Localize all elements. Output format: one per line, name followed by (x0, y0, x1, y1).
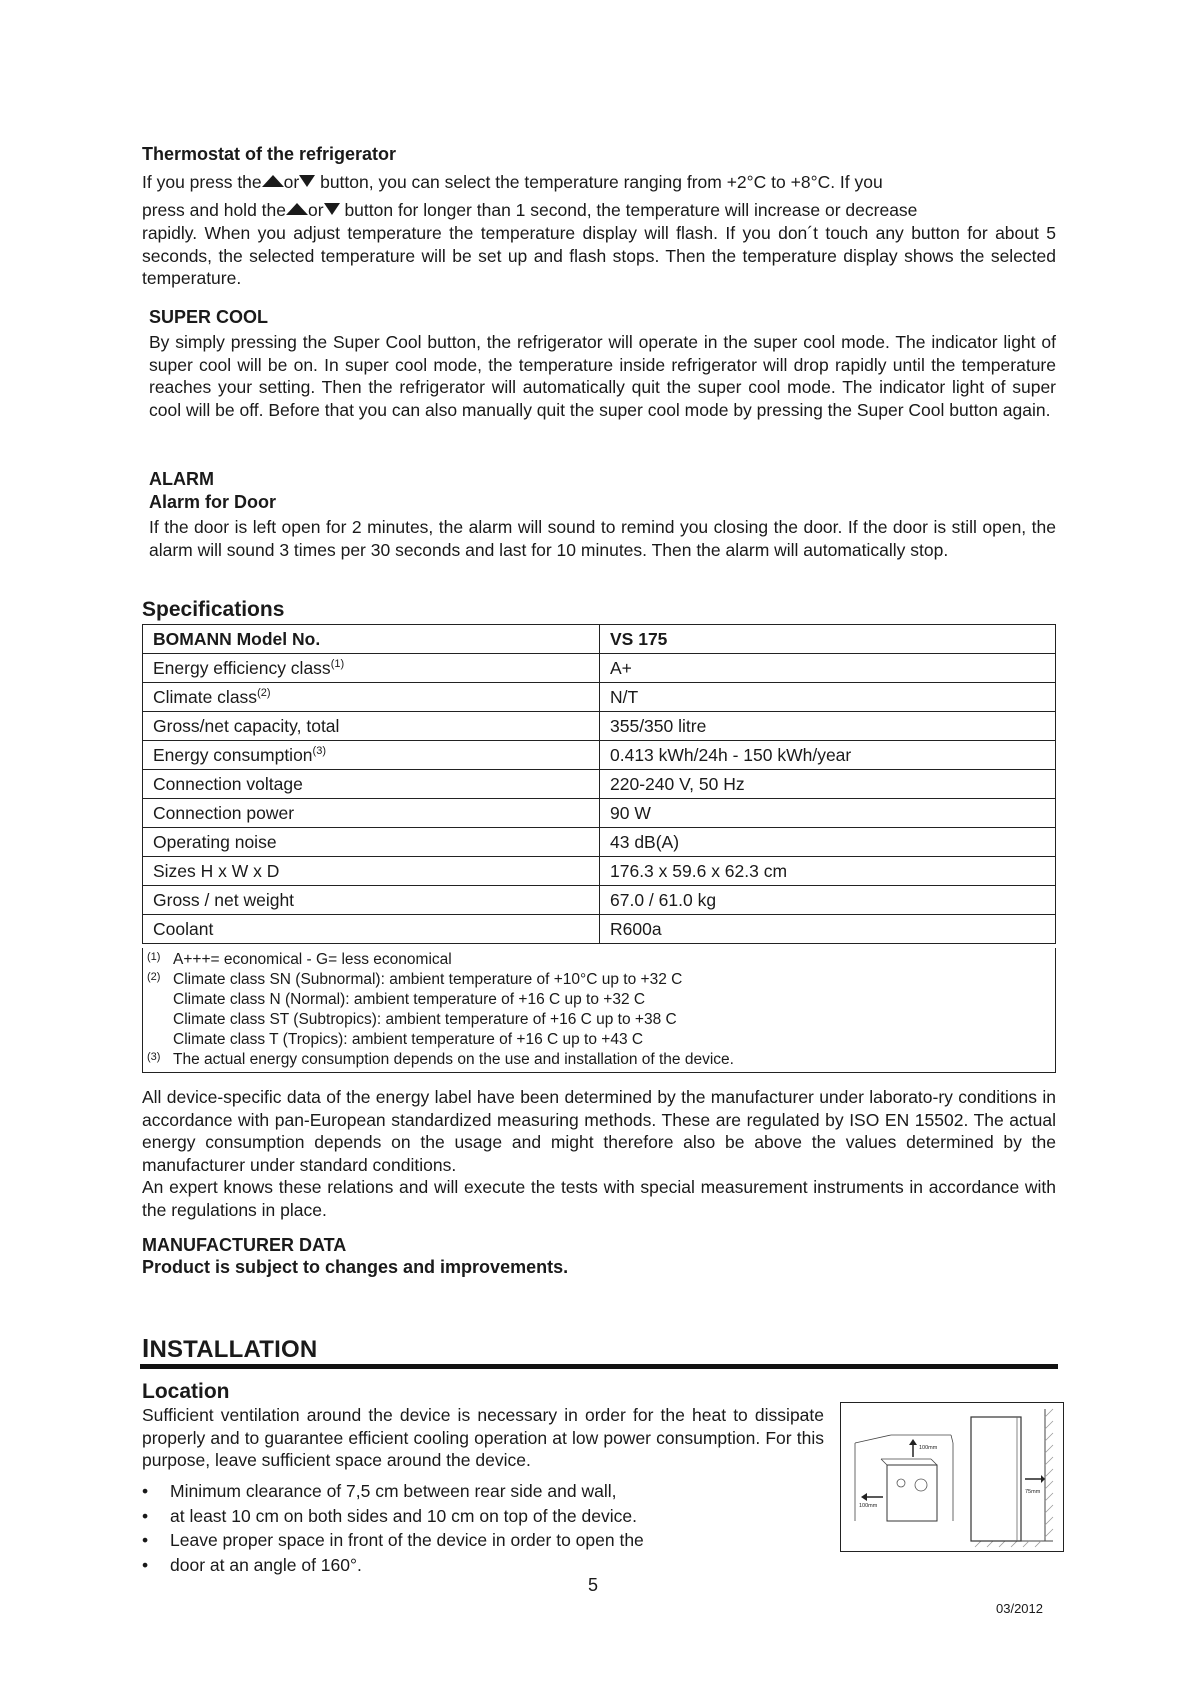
table-row (143, 799, 1056, 828)
table-cell: N/T (600, 683, 1056, 712)
list-item: • Minimum clearance of 7,5 cm between rear side and wall, (142, 1481, 617, 1501)
table-cell: Energy efficiency class$^{(1)}$ (143, 654, 600, 683)
document-date: 03/2012 (996, 1601, 1043, 1616)
table-cell: BOMANN Model No. (143, 625, 600, 654)
thermostat-line-2: press and hold the or button for longer than 1 second, the temperature will increase or decrease (142, 200, 918, 220)
table-row (143, 915, 1056, 944)
footnote-2-line: Climate class T (Tropics): ambient temperature of +16 C up to +43 C (173, 1031, 644, 1048)
location-text: Sufficient ventilation around the device is necessary in order for the heat to dissipate properly and to guarantee efficient cooling operation at low power consumption. For this purpose, leave sufficient space around the device. (142, 1405, 824, 1470)
table-row (143, 770, 1056, 799)
arrow-up-icon (262, 175, 284, 187)
thermostat-text: rapidly. When you adjust temperature the temperature display will flash. If you don´t touch any button for about 5 seconds, the selected temperature will be set up and flash stops. Then the temperature display shows the selected temperature. (142, 223, 1056, 288)
manufacturer-heading: MANUFACTURER DATA (142, 1235, 347, 1255)
footnote-2: Climate class SN (Subnormal): ambient temperature of +10°C up to +32 C (173, 971, 683, 988)
table-cell: 90 W (600, 799, 1056, 828)
clearance-diagram-drawing (841, 1403, 1063, 1551)
specifications-table (142, 624, 1056, 944)
footnote-2-line: Climate class N (Normal): ambient temperature of +16 C up to +32 C (173, 991, 646, 1008)
top-clearance-label: 100mm (919, 1445, 938, 1451)
alarm-text: If the door is left open for 2 minutes, the alarm will sound to remind you closing the door. If the door is still open, the alarm will sound 3 times per 30 seconds and last for 10 minutes. Then the alarm will automatically stop. (149, 517, 1056, 560)
footnote-marker: (3) (147, 1051, 161, 1063)
table-header-row (143, 625, 1056, 654)
installation-title: INSTALLATION (142, 1333, 318, 1363)
footnote-marker: (2) (147, 971, 161, 983)
manufacturer-note: Product is subject to changes and improvements. (142, 1257, 569, 1277)
side-clearance-label: 100mm (859, 1503, 878, 1509)
table-cell: Gross/net capacity, total (143, 712, 600, 741)
table-row (143, 828, 1056, 857)
table-cell: 220-240 V, 50 Hz (600, 770, 1056, 799)
table-row (143, 741, 1056, 770)
rear-clearance-label: 75mm (1025, 1489, 1041, 1495)
table-row (143, 683, 1056, 712)
arrow-down-icon (324, 203, 340, 215)
super-cool-text: By simply pressing the Super Cool button, the refrigerator will operate in the super cool mode. The indicator light of super cool will be on. In super cool mode, the temperature inside refrigerator will drop rapidly until the temperature reaches your setting. Then the refrigerator will automatically quit the super cool mode. The indicator light of super cool will be off. Before that you can also manually quit the super cool mode by pressing the Super Cool button again. (149, 332, 1056, 420)
table-cell: Operating noise (143, 828, 600, 857)
table-cell: Energy consumption$^{(3)}$ (143, 741, 600, 770)
list-item: • door at an angle of 160°. (142, 1555, 362, 1575)
table-cell: 43 dB(A) (600, 828, 1056, 857)
footnotes-box (142, 948, 1056, 1073)
location-heading: Location (142, 1380, 230, 1403)
table-cell: Gross / net weight (143, 886, 600, 915)
energy-label-text: All device-specific data of the energy label have been determined by the manufacturer under laborato-ry conditions in accordance with pan-European standardized measuring methods. These are regulated by ISO EN 15502. The actual energy consumption depends on the usage and might therefore also be above the values determined by the manufacturer under standard conditions. (142, 1087, 1056, 1175)
page-number: 5 (588, 1575, 599, 1595)
table-cell: 67.0 / 61.0 kg (600, 886, 1056, 915)
footnote-2-line: Climate class ST (Subtropics): ambient temperature of +16 C up to +38 C (173, 1011, 677, 1028)
table-cell: R600a (600, 915, 1056, 944)
table-row (143, 712, 1056, 741)
section-divider (140, 1364, 1058, 1369)
alarm-heading: ALARM (149, 469, 214, 489)
arrow-up-icon (286, 203, 308, 215)
table-cell: 355/350 litre (600, 712, 1056, 741)
table-cell: 0.413 kWh/24h - 150 kWh/year (600, 741, 1056, 770)
footnote-1: A+++= economical - G= less economical (173, 951, 452, 968)
list-item: • at least 10 cm on both sides and 10 cm on top of the device. (142, 1506, 637, 1526)
table-cell: Sizes H x W x D (143, 857, 600, 886)
table-cell: VS 175 (600, 625, 1056, 654)
table-row (143, 857, 1056, 886)
table-cell: Climate class$^{(2)}$ (143, 683, 600, 712)
super-cool-heading: SUPER COOL (149, 307, 269, 327)
specifications-heading: Specifications (142, 598, 285, 621)
table-cell: Coolant (143, 915, 600, 944)
footnote-3: The actual energy consumption depends on the use and installation of the device. (173, 1051, 734, 1068)
alarm-door-subheading: Alarm for Door (149, 492, 277, 512)
table-row (143, 886, 1056, 915)
table-cell: Connection voltage (143, 770, 600, 799)
thermostat-line-1: If you press the or button, you can select the temperature ranging from +2°C to +8°C. If you (142, 172, 883, 192)
arrow-down-icon (299, 175, 315, 187)
table-cell: Connection power (143, 799, 600, 828)
table-cell: 176.3 x 59.6 x 62.3 cm (600, 857, 1056, 886)
table-cell: A+ (600, 654, 1056, 683)
expert-text: An expert knows these relations and will execute the tests with special measurement instruments in accordance with the regulations in place. (142, 1177, 1056, 1220)
table-row (143, 654, 1056, 683)
clearance-diagram (840, 1402, 1064, 1552)
footnote-marker: (1) (147, 951, 161, 963)
list-item: • Leave proper space in front of the device in order to open the (142, 1530, 644, 1550)
thermostat-heading: Thermostat of the refrigerator (142, 144, 397, 164)
